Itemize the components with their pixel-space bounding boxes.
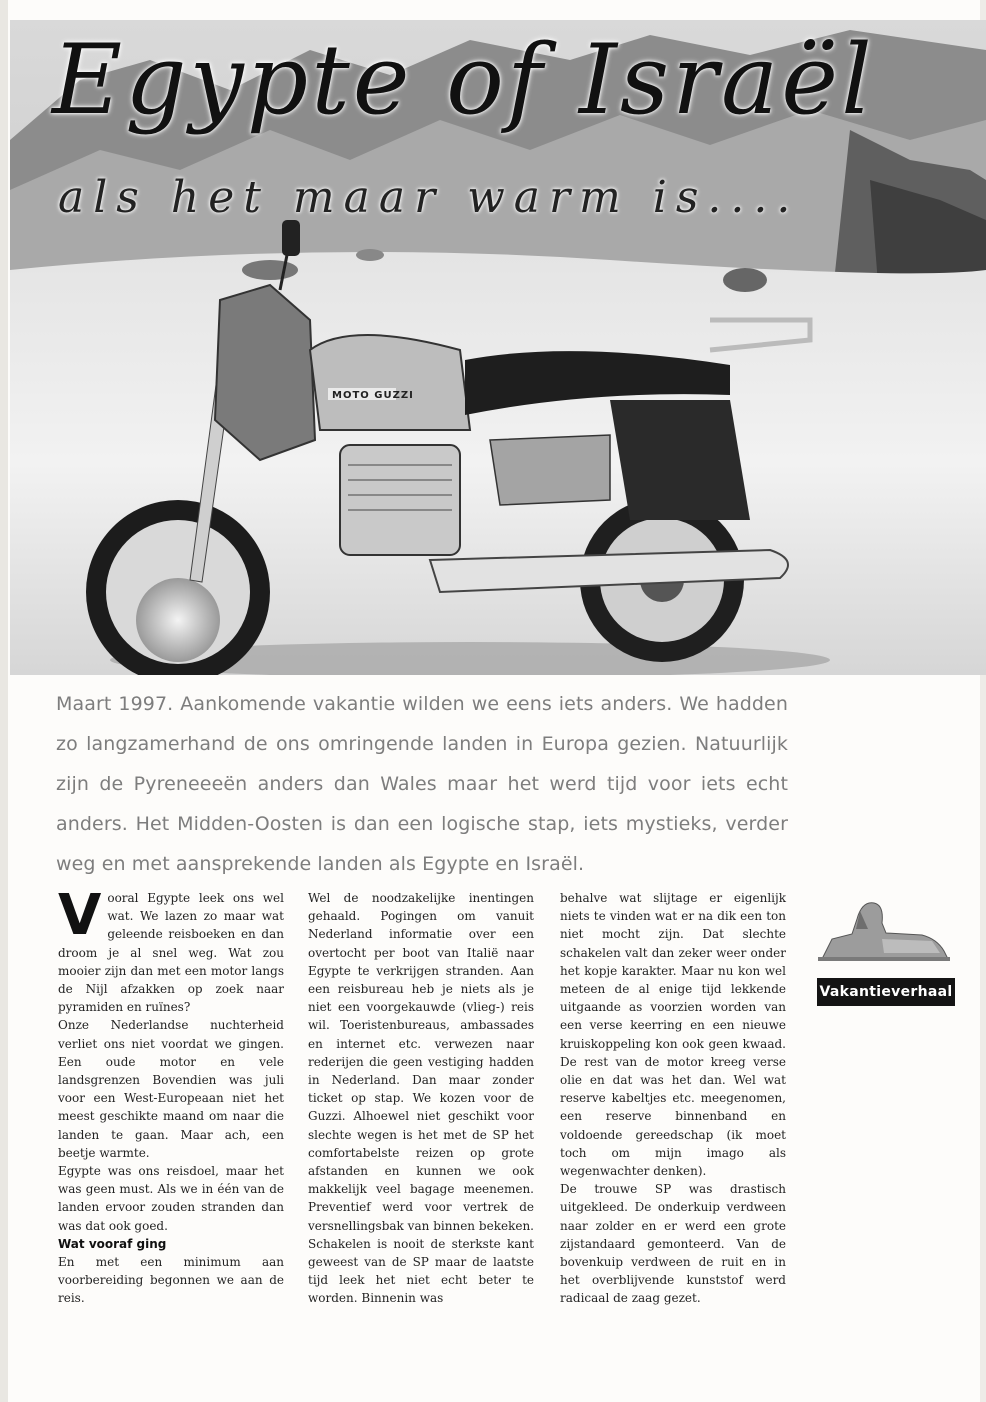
paragraph: behalve wat slijtage er eigenlijk niets te vinden wat er na dik een ton niet mocht zijn. Dat slechte schakelen valt dan zeker weer onder het kopje karakter. Maar nu kon wel meteen de al enige tijd lekkende uitgaande as voorzien worden van een verse keerring en een nieuwe kruiskoppeling kon ook geen kwaad. De rest van de motor kreeg verse olie en dat was het dan. Wel wat reserve kabeltjes etc. meegenomen, een reserve binnenband en voldoende gereedschap (ik moet toch om mijn imago als wegenwachter denken). [560,891,786,1179]
text-column-2 [308,889,534,1308]
drop-cap: V [58,883,102,948]
sphinx-icon [812,889,952,964]
paragraph: Egypte was ons reisdoel, maar het was geen must. Als we in één van de landen ervoor zouden stranden dan was dat ook goed. [58,1164,284,1233]
text-column-1 [58,883,284,1308]
paragraph: En met een minimum aan voorbereiding begonnen we aan de reis. [58,1255,284,1306]
bike-brand-label: MOTO GUZZI [332,390,414,401]
paragraph: De trouwe SP was drastisch uitgekleed. De onderkuip verdween naar zolder en er werd een grote zijstandaard gemonteerd. Van de bovenkuip verdween de ruit en in het overblijvende kunststof werd radicaal de zaag gezet. [560,1182,786,1306]
paragraph: Wel de noodzakelijke inentingen gehaald. Pogingen om vanuit Nederland informatie over een overtocht per boot van Italië naar Egypte te verkrijgen stranden. Aan een reisbureau heb je niets als je niet een voorgekauwde (vlieg-) reis wil. Toeristenbureaus, ambassades en internet etc. verwezen naar rederijen die geen vestiging hadden in Nederland. Dan maar zonder ticket op stap. We kozen voor de Guzzi. Alhoewel niet geschikt voor slechte wegen is het met de SP het comfortabelste reizen op grote afstanden en kunnen we ook makkelijk veel bagage meenemen. Preventief werd voor vertrek de versnellingsbak van binnen bekeken. Schakelen is nooit de sterkste kant geweest van de SP maar de laatste tijd leek het niet echt beter te worden. Binnenin was [308,891,534,1306]
article-subtitle: als het maar warm is.... [58,172,800,223]
intro-paragraph: Maart 1997. Aankomende vakantie wilden we eens iets anders. We hadden zo langzamerhand de ons omringende landen in Europa gezien. Natuurlijk zijn de Pyreneeeën anders dan Wales maar het werd tijd voor iets echt anders. Het Midden-Oosten is dan een logische stap, iets mystieks, verder weg en met aansprekende landen als Egypte en Israël. [56,693,788,875]
paragraph [58,883,284,1016]
paragraph: Onze Nederlandse nuchterheid verliet ons niet voordat we gingen. Een oude motor en vele landsgrenzen Bovendien was juli voor een West-Europeaan niet het meest geschikte maand om naar die landen te gaan. Maar ach, een beetje warmte. [58,1018,284,1160]
article-title: Egypte of Israël [52,24,875,136]
section-label: Vakantieverhaal [817,978,955,1006]
section-subhead: Wat vooraf ging [58,1236,167,1251]
paragraph-text: ooral Egypte leek ons wel wat. We lazen zo maar wat geleende reisboeken en dan droom je al snel weg. Wat zou mooier zijn dan met een motor langs de Nijl afzakken op zoek naar pyramiden en ruïnes? [58,891,284,1015]
text-column-3 [560,889,786,1308]
